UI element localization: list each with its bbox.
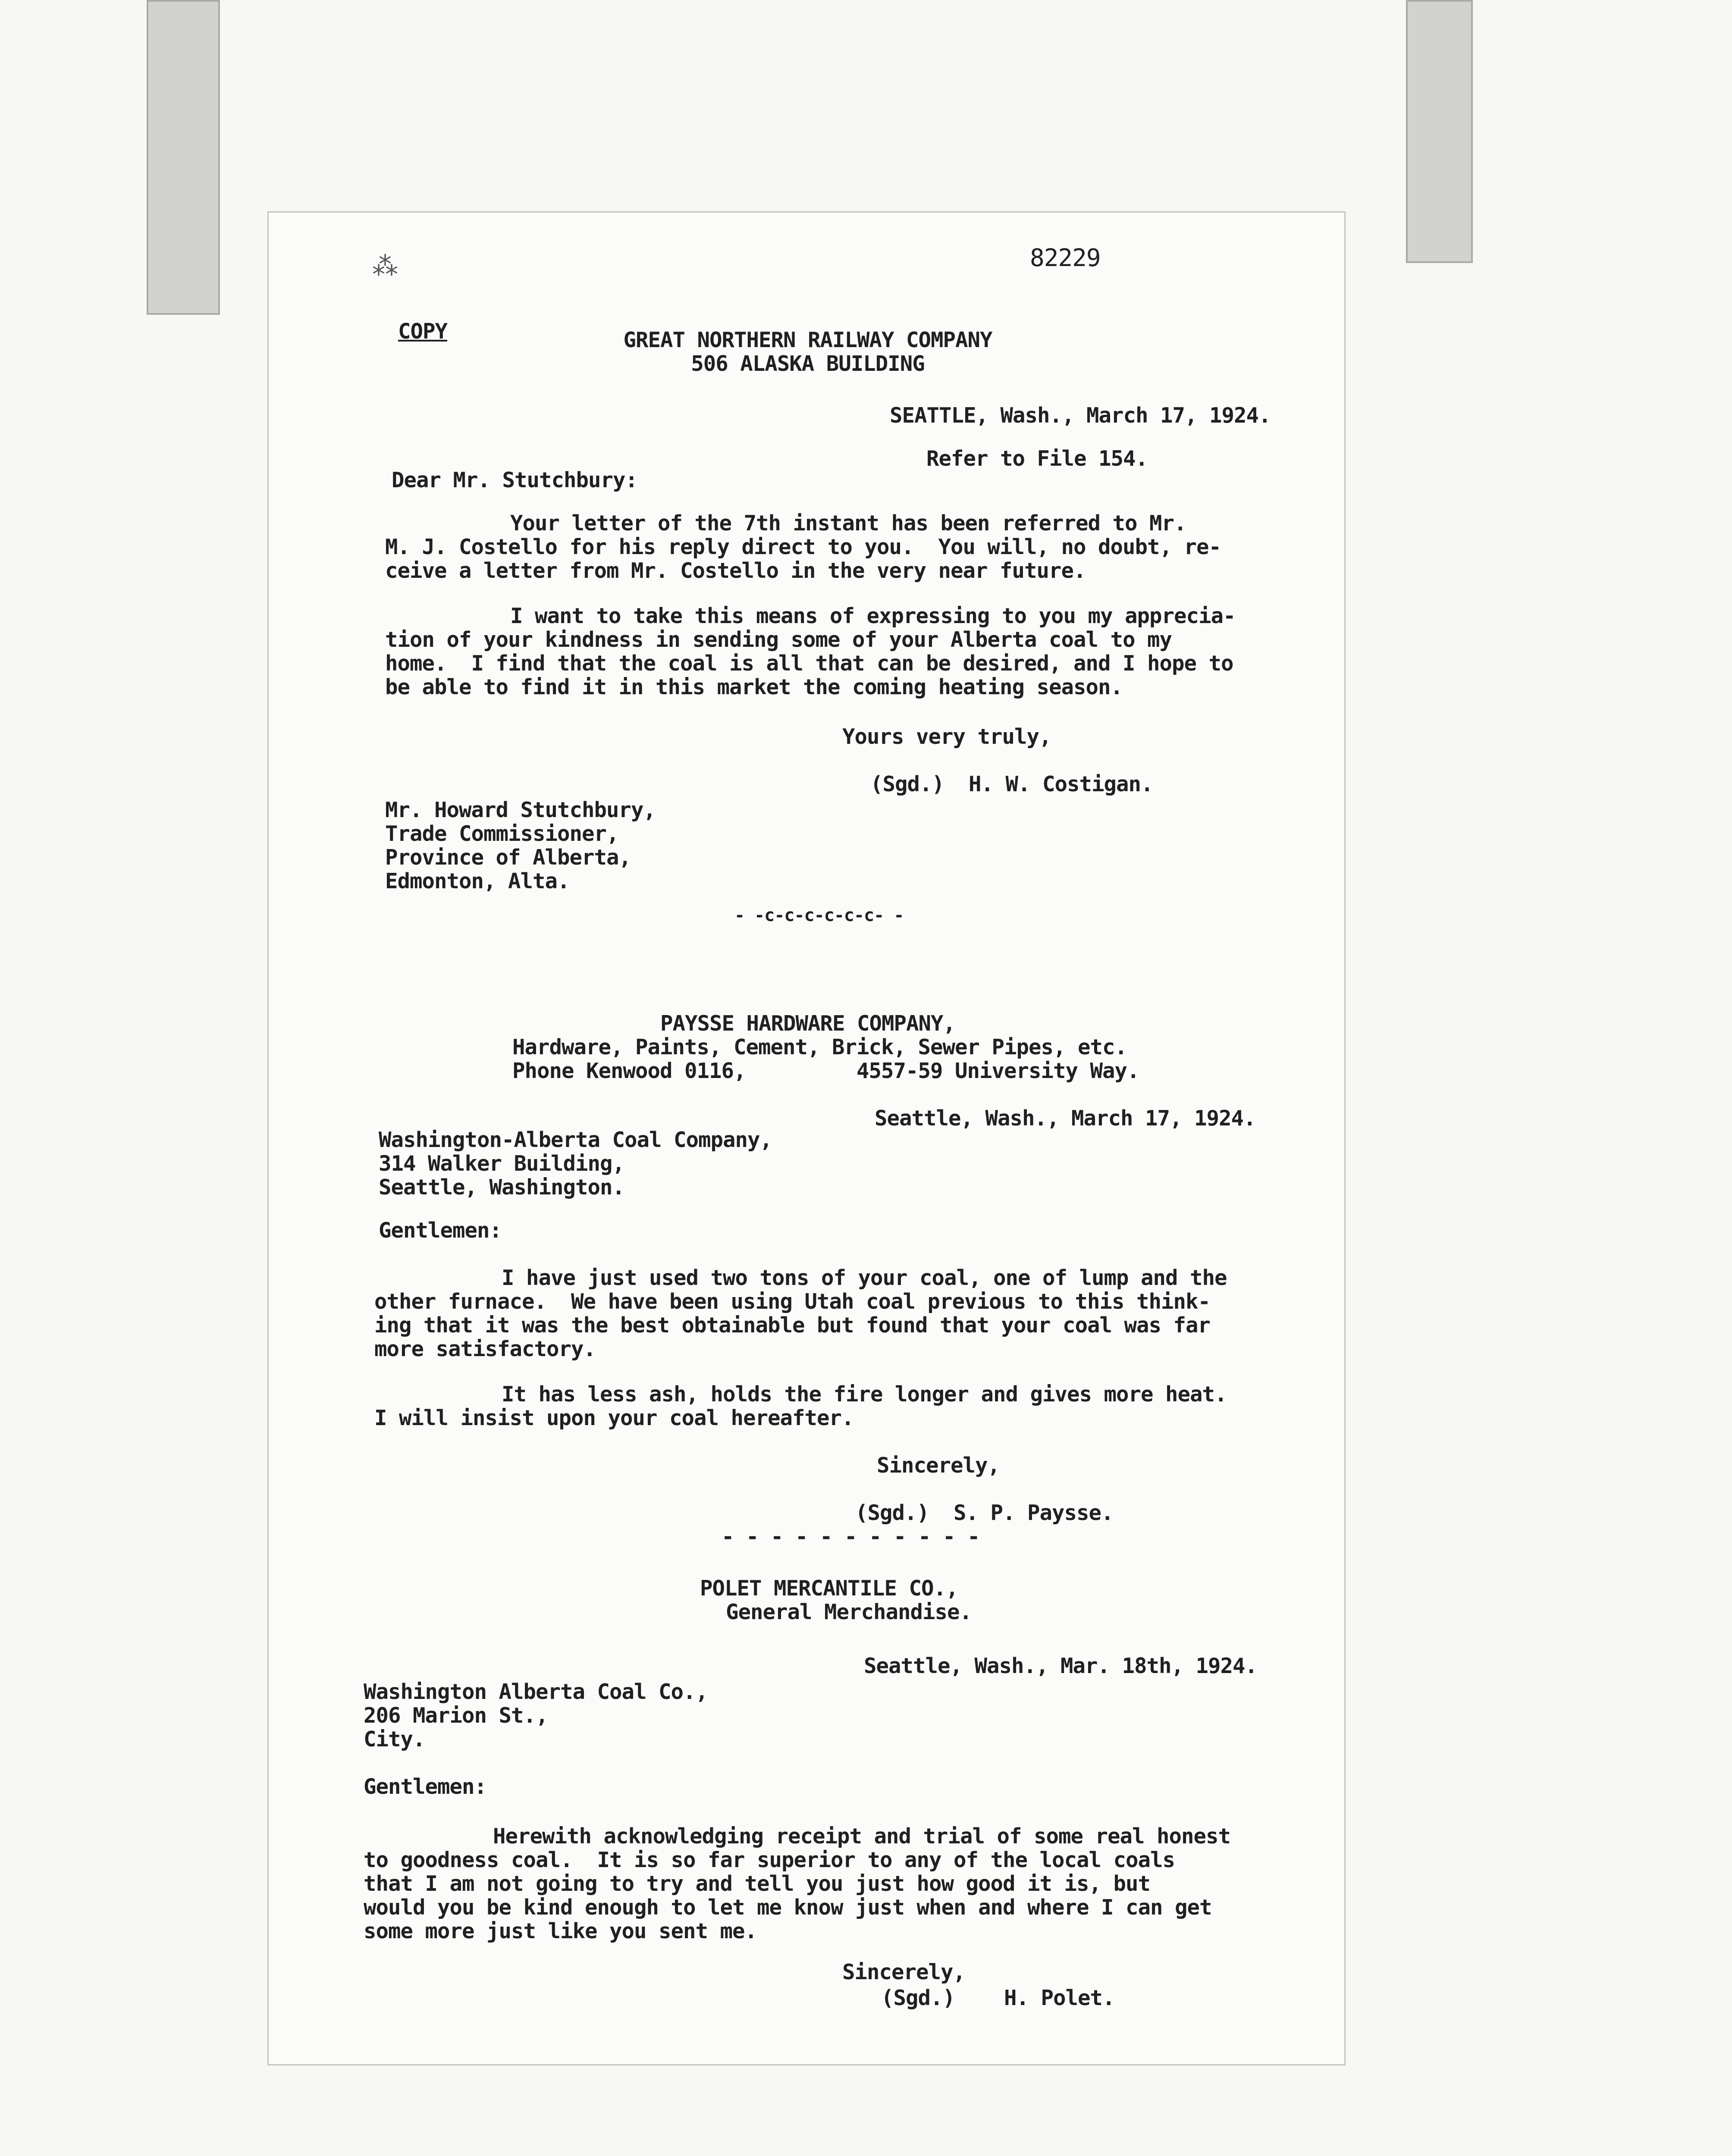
letter3-p1-line: that I am not going to try and tell you just how good it is, but [364, 1871, 1151, 1896]
letter2-company: PAYSSE HARDWARE COMPANY, [660, 1011, 955, 1036]
section-separator: - -c-c-c-c-c-c- - [734, 906, 904, 925]
letter3-business: General Merchandise. [726, 1600, 972, 1624]
letter2-p2-line: It has less ash, holds the fire longer and gives more heat. [502, 1382, 1227, 1407]
letter1-salutation: Dear Mr. Stutchbury: [392, 468, 638, 492]
letter3-recipient-line: Washington Alberta Coal Co., [364, 1680, 708, 1704]
mounting-tape [1406, 0, 1473, 263]
letter1-date: SEATTLE, Wash., March 17, 1924. [890, 403, 1271, 428]
letter1-closing: Yours very truly, [842, 724, 1051, 749]
letter1-p1-line: Your letter of the 7th instant has been referred to Mr. [510, 511, 1186, 536]
letter2-phone-address: Phone Kenwood 0116, 4557-59 University Way. [512, 1059, 1139, 1083]
letter1-p2-line: I want to take this means of expressing to you my apprecia- [510, 604, 1236, 628]
letter3-p1-line: Herewith acknowledging receipt and trial of some real honest [493, 1824, 1231, 1849]
letter2-business: Hardware, Paints, Cement, Brick, Sewer Pipes, etc. [512, 1035, 1127, 1059]
letter2-p2-line: I will insist upon your coal hereafter. [374, 1406, 854, 1430]
document-sheet [267, 211, 1346, 2065]
letter2-recipient-line: Washington-Alberta Coal Company, [379, 1128, 772, 1152]
letter3-p1-line: would you be kind enough to let me know just when and where I can get [364, 1895, 1212, 1920]
letter1-p1-line: ceive a letter from Mr. Costello in the very near future. [385, 558, 1086, 583]
ink-mark: ⁂ [372, 251, 398, 282]
letter1-recipient-line: Mr. Howard Stutchbury, [385, 798, 656, 822]
letter2-signature: (Sgd.) S. P. Paysse. [855, 1501, 1114, 1525]
letter3-closing: Sincerely, [842, 1960, 966, 1984]
letter2-p1-line: I have just used two tons of your coal, one of lump and the [502, 1266, 1227, 1290]
letter2-p1-line: ing that it was the best obtainable but found that your coal was far [374, 1313, 1211, 1338]
letter2-p1-line: more satisfactory. [374, 1337, 596, 1361]
letter1-company: GREAT NORTHERN RAILWAY COMPANY [623, 328, 992, 352]
letter1-p1-line: M. J. Costello for his reply direct to you. You will, no doubt, re- [385, 535, 1221, 559]
letter2-closing: Sincerely, [877, 1453, 1000, 1478]
document-number: 82229 [1030, 244, 1101, 272]
letter2-p1-line: other furnace. We have been using Utah coal previous to this think- [374, 1289, 1211, 1314]
section-separator: - - - - - - - - - - - [722, 1524, 980, 1549]
letter3-p1-line: to goodness coal. It is so far superior to any of the local coals [364, 1848, 1175, 1872]
letter1-p2-line: tion of your kindness in sending some of your Alberta coal to my [385, 627, 1172, 652]
letter3-salutation: Gentlemen: [364, 1774, 487, 1799]
letter2-recipient-line: 314 Walker Building, [379, 1151, 625, 1176]
letter1-address: 506 ALASKA BUILDING [691, 351, 925, 376]
letter1-recipient-line: Trade Commissioner, [385, 821, 619, 846]
letter1-reference: Refer to File 154. [926, 446, 1148, 471]
letter2-salutation: Gentlemen: [379, 1218, 502, 1243]
letter3-date: Seattle, Wash., Mar. 18th, 1924. [864, 1654, 1258, 1678]
letter2-recipient-line: Seattle, Washington. [379, 1175, 625, 1200]
copy-stamp: COPY [398, 319, 448, 344]
letter3-signature: (Sgd.) H. Polet. [881, 1986, 1115, 2010]
letter3-recipient-line: City. [364, 1727, 425, 1752]
letter1-recipient-line: Province of Alberta, [385, 845, 631, 870]
letter1-p2-line: home. I find that the coal is all that can be desired, and I hope to [385, 651, 1233, 676]
letter3-recipient-line: 206 Marion St., [364, 1703, 548, 1728]
letter3-p1-line: some more just like you sent me. [364, 1919, 757, 1943]
letter1-recipient-line: Edmonton, Alta. [385, 869, 570, 893]
mounting-tape [147, 0, 220, 315]
letter1-p2-line: be able to find it in this market the coming heating season. [385, 675, 1123, 699]
letter2-date: Seattle, Wash., March 17, 1924. [875, 1106, 1256, 1131]
letter1-signature: (Sgd.) H. W. Costigan. [870, 772, 1153, 796]
letter3-company: POLET MERCANTILE CO., [700, 1576, 958, 1601]
